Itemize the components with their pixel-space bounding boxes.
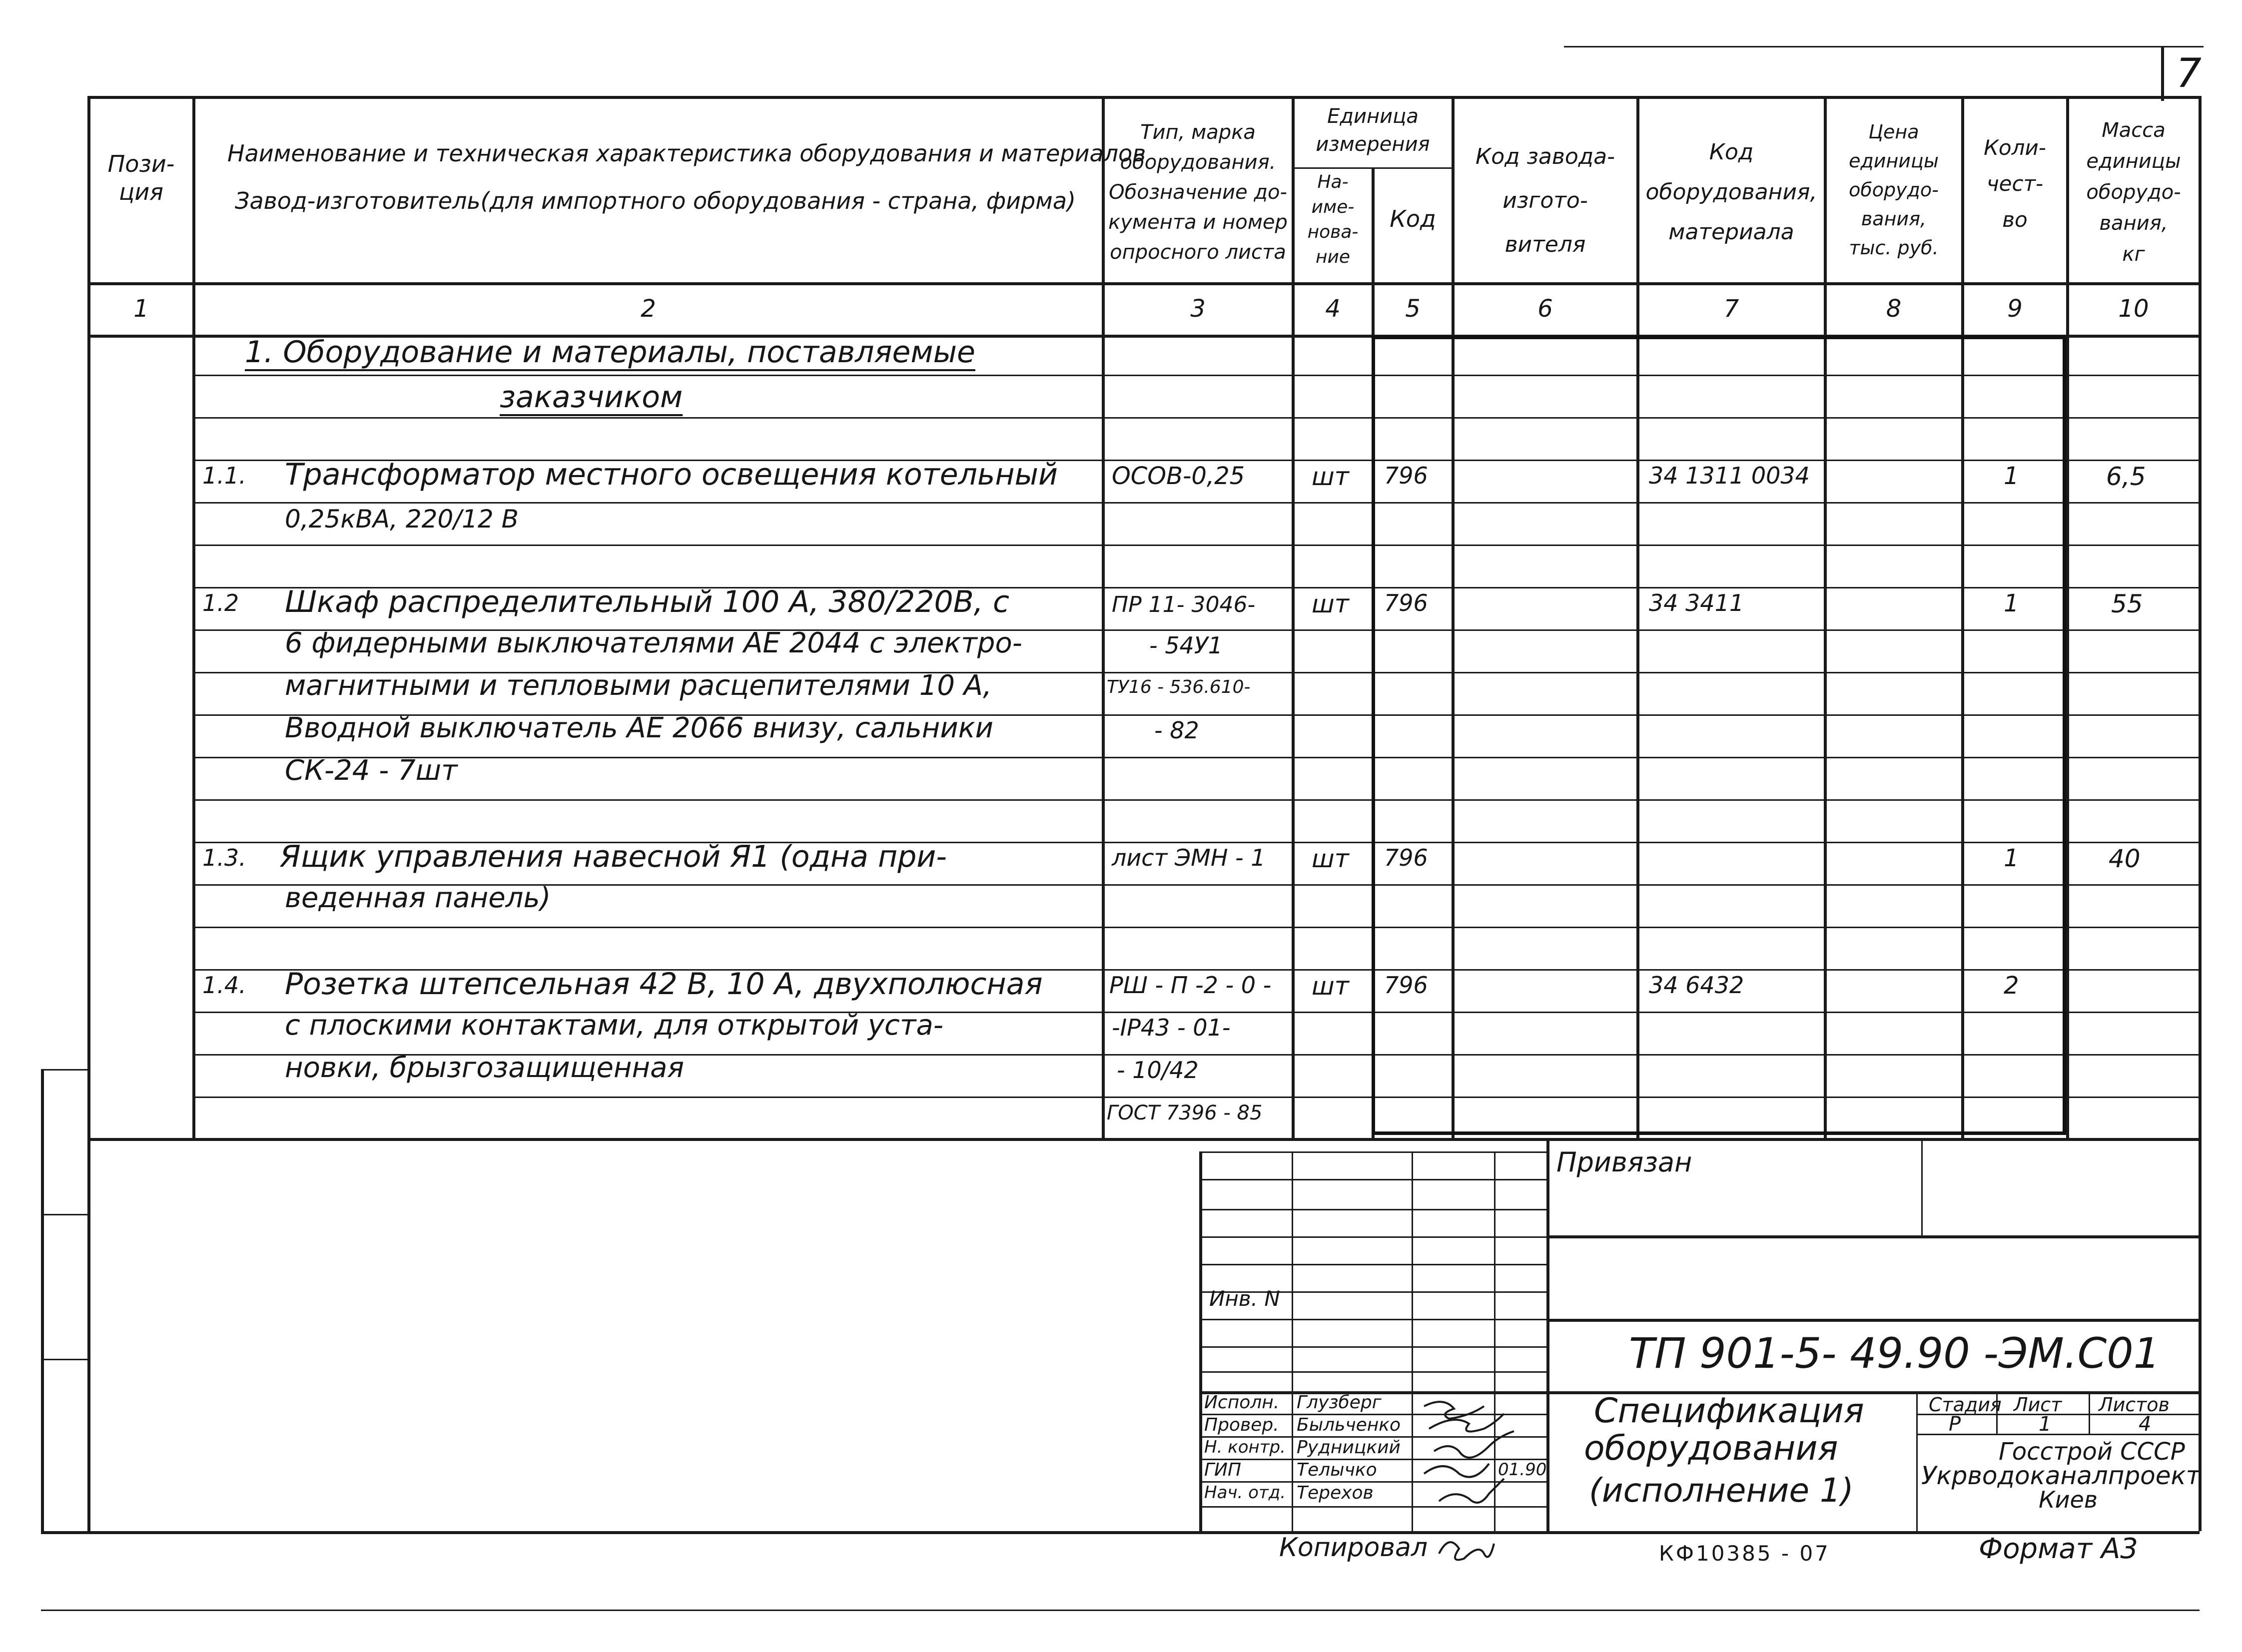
row-unit: шт	[1312, 972, 1349, 1001]
colnum-5: 5	[1405, 295, 1421, 323]
row-mass: 40	[2109, 844, 2141, 873]
org-line1: Госстрой СССР	[1999, 1438, 2185, 1466]
signer-role: Нач. отд.	[1204, 1483, 1286, 1503]
header-name-line2: Завод-изготовитель(для импортного оборудования - страна, фирма)	[235, 187, 1076, 214]
header-plant-code: Код завода- изгото- вителя	[1475, 144, 1615, 257]
row-type: ОСОВ-0,25	[1112, 462, 1245, 490]
row-mass: 6,5	[2106, 462, 2146, 491]
section-title-line2: заказчиком	[500, 380, 683, 415]
row-name: веденная панель)	[285, 882, 551, 914]
org-line2: Укрводоканалпроект	[1921, 1461, 2201, 1490]
row-code: 796	[1384, 972, 1428, 999]
document-code: ТП 901-5- 49.90 -ЭМ.С01	[1629, 1329, 2161, 1378]
row-type: ТУ16 - 536.610-	[1107, 677, 1251, 697]
row-qty: 1	[2004, 589, 2019, 617]
row-name: Ящик управления навесной Я1 (одна при-	[280, 839, 947, 874]
signer-name: Терехов	[1297, 1483, 1374, 1503]
inv-no-label: Инв. N	[1209, 1286, 1280, 1311]
sheets-label: Листов	[2099, 1394, 2170, 1416]
row-name: Шкаф распределительный 100 А, 380/220В, с	[285, 584, 1009, 619]
sheets-value: 4	[2139, 1413, 2152, 1436]
row-name: с плоскими контактами, для открытой уста-	[285, 1009, 943, 1042]
row-name: 6 фидерными выключателями АЕ 2044 с электро-	[285, 627, 1022, 659]
colnum-4: 4	[1325, 295, 1341, 323]
row-type: - 82	[1154, 717, 1199, 744]
row-name: новки, брызгозащищенная	[285, 1052, 685, 1084]
header-unit-code: Код	[1390, 205, 1436, 232]
stage-label: Стадия	[1929, 1394, 2002, 1416]
row-name: Трансформатор местного освещения котельный	[285, 457, 1058, 492]
signer-role: Н. контр.	[1204, 1437, 1286, 1457]
document-title-line3: (исполнение 1)	[1589, 1471, 1854, 1510]
row-pos: 1.3.	[202, 844, 246, 871]
row-name: 0,25кВА, 220/12 В	[285, 505, 519, 534]
row-equip-code: 34 3411	[1649, 589, 1744, 616]
privyazan-label: Привязан	[1556, 1146, 1692, 1178]
signer-name: Телычко	[1297, 1460, 1377, 1480]
row-pos: 1.4.	[202, 972, 246, 999]
row-code: 796	[1384, 462, 1428, 489]
row-name: Розетка штепсельная 42 В, 10 А, двухполюсная	[285, 967, 1043, 1002]
header-type: Тип, марка оборудования. Обозначение до- кумента и номер опросного листа	[1108, 121, 1288, 264]
row-pos: 1.1.	[202, 462, 246, 489]
signer-name: Глузберг	[1297, 1392, 1382, 1413]
copied-signature-icon	[1434, 1529, 1499, 1574]
row-unit: шт	[1312, 589, 1349, 618]
header-name-line1: Наименование и техническая характеристика оборудования и материалов	[227, 140, 1146, 167]
row-type: - 54У1	[1149, 632, 1223, 659]
row-mass: 55	[2111, 589, 2143, 618]
colnum-7: 7	[1723, 295, 1739, 323]
signer-role: Провер.	[1204, 1415, 1279, 1435]
row-qty: 1	[2004, 462, 2019, 490]
format-label: Формат А3	[1979, 1533, 2138, 1565]
header-price: Цена единицы оборудо- вания, тыс. руб.	[1849, 121, 1939, 259]
signer-date: 01.90	[1498, 1460, 1547, 1480]
row-qty: 1	[2004, 844, 2019, 872]
header-mass: Масса единицы оборудо- вания, кг	[2086, 119, 2181, 266]
header-position: Пози- ция	[107, 150, 175, 205]
document-title-line2: оборудования	[1584, 1429, 1838, 1468]
row-type: - 10/42	[1117, 1057, 1199, 1084]
signer-role: Исполн.	[1204, 1392, 1280, 1413]
copied-label: Копировал	[1279, 1533, 1428, 1563]
row-name: СК-24 - 7шт	[285, 754, 458, 787]
colnum-3: 3	[1190, 295, 1206, 323]
colnum-9: 9	[2007, 295, 2023, 323]
signatures-icon	[1414, 1391, 1547, 1531]
colnum-10: 10	[2118, 295, 2149, 323]
row-type: ГОСТ 7396 - 85	[1107, 1101, 1263, 1124]
signer-name: Быльченко	[1297, 1415, 1401, 1435]
row-unit: шт	[1312, 844, 1349, 873]
org-line3: Киев	[2039, 1486, 2098, 1513]
row-type: ПР 11- 3046-	[1112, 592, 1256, 617]
document-title-line1: Спецификация	[1594, 1391, 1864, 1431]
row-unit: шт	[1312, 462, 1349, 491]
sheet-label: Лист	[2014, 1394, 2062, 1416]
row-type: РШ - П -2 - 0 -	[1109, 972, 1272, 999]
row-equip-code: 34 1311 0034	[1649, 462, 1810, 489]
signer-name: Рудницкий	[1297, 1437, 1401, 1458]
row-qty: 2	[2004, 972, 2019, 1000]
sheet-value: 1	[2039, 1413, 2052, 1436]
header-equip-code: Код оборудования, материала	[1645, 139, 1817, 245]
row-type: -IP43 - 01-	[1112, 1014, 1231, 1041]
sheet-corner-number: 7	[2176, 50, 2202, 96]
signer-role: ГИП	[1204, 1460, 1242, 1480]
section-title-line1: 1. Оборудование и материалы, поставляемые	[245, 335, 975, 370]
row-name: Вводной выключатель АЕ 2066 внизу, сальники	[285, 712, 993, 744]
colnum-8: 8	[1886, 295, 1902, 323]
colnum-1: 1	[133, 295, 149, 323]
colnum-2: 2	[641, 295, 656, 323]
colnum-6: 6	[1537, 295, 1553, 323]
header-unit-group: Единица измерения	[1316, 105, 1430, 156]
row-equip-code: 34 6432	[1649, 972, 1744, 999]
stage-value: Р	[1949, 1413, 1961, 1436]
row-type: лист ЭМН - 1	[1112, 844, 1266, 871]
row-name: магнитными и тепловыми расцепителями 10 А,	[285, 669, 992, 702]
kf-number: КФ10385 - 07	[1659, 1541, 1830, 1566]
header-unit-name: На- име- нова- ние	[1307, 172, 1359, 267]
row-code: 796	[1384, 589, 1428, 616]
header-qty: Коли- чест- во	[1984, 135, 2046, 232]
row-code: 796	[1384, 844, 1428, 871]
row-pos: 1.2	[202, 589, 239, 616]
